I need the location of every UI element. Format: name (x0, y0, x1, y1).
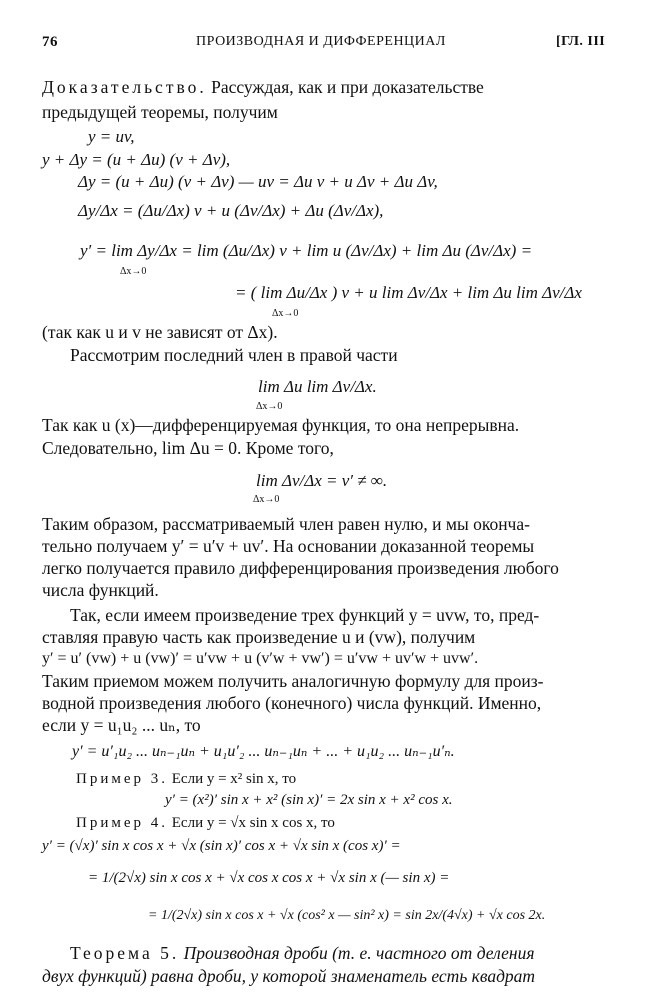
equation-9: y′ = u′₁u₂ ... uₙ₋₁uₙ + u₁u′₂ ... uₙ₋₁uₙ + ... + u₁u₂ ... uₙ₋₁u′ₙ. (72, 743, 455, 760)
equation-3: Δy = (u + Δu) (v + Δv) — uv = Δu v + u Δv + Δu Δv, (78, 172, 438, 191)
equation-8: lim Δv/Δx = v′ ≠ ∞. (256, 471, 388, 490)
equation-5-lim-subscript: Δx→0 (120, 266, 147, 277)
theorem-text-2: двух функций) равна дроби, у которой знаменатель есть квадрат (42, 966, 536, 986)
theorem-line-2 (42, 965, 535, 987)
paragraph-2-line-5: водной произведения любого (конечного) числа функций. Именно, (42, 693, 542, 713)
example-3-line (76, 768, 296, 790)
proof-intro-line1 (42, 76, 484, 98)
example-4-equation-2: = 1/(2√x) sin x cos x + √x cos x cos x + √x sin x (— sin x) = (88, 870, 450, 886)
paragraph-2-line-3: y′ = u′ (vw) + u (vw)′ = u′vw + u (v′w + vw′) = u′vw + uv′w + uvw′. (42, 650, 479, 667)
proof-intro-rest: Рассуждая, как и при доказательстве (211, 77, 484, 97)
paragraph-2-line-1: Так, если имеем произведение трех функций y = uvw, то, пред- (70, 605, 540, 625)
theorem-text-1: Производная дроби (т. е. частного от деления (183, 943, 535, 963)
example-3-equation: y′ = (x²)′ sin x + x² (sin x)′ = 2x sin x + x² cos x. (165, 792, 453, 808)
paragraph-1-line-3: легко получается правило дифференцирования произведения любого (42, 558, 559, 578)
proof-word: Доказательство. (42, 77, 207, 97)
equation-7: lim Δu lim Δv/Δx. (258, 377, 377, 396)
example-4-line (76, 812, 335, 834)
equation-6: = ( lim Δu/Δx ) v + u lim Δv/Δx + lim Δu lim Δv/Δx (235, 283, 582, 302)
page-number: 76 (42, 34, 58, 50)
text-consider-last: Рассмотрим последний член в правой части (70, 345, 398, 365)
chapter-label: [ГЛ. III (556, 34, 606, 49)
theorem-label: Теорема 5. (70, 943, 180, 963)
paragraph-2-line-4: Таким приемом можем получить аналогичную формулу для произ- (42, 671, 544, 691)
equation-4: Δy/Δx = (Δu/Δx) v + u (Δv/Δx) + Δu (Δv/Δx), (78, 201, 384, 220)
example-4-text: Если y = √x sin x cos x, то (171, 815, 335, 831)
proof-intro-line2: предыдущей теоремы, получим (42, 102, 278, 122)
text-differentiable: Так как u (x)—дифференцируемая функция, то она непрерывна. (42, 415, 520, 435)
paragraph-1-line-4: числа функций. (42, 580, 159, 600)
example-4-label: Пример 4. (76, 815, 169, 831)
text-not-depend: (так как u и v не зависят от Δx). (42, 322, 278, 342)
equation-6-lim-subscript: Δx→0 (272, 308, 299, 319)
paragraph-2-line-2: ставляя правую часть как произведение u и (vw), получим (42, 627, 476, 647)
example-3-label: Пример 3. (76, 771, 169, 787)
text-consequently: Следовательно, lim Δu = 0. Кроме того, (42, 438, 334, 458)
example-4-equation-3: = 1/(2√x) sin x cos x + √x (cos² x — sin² x) = sin 2x/(4√x) + √x cos 2x. (148, 908, 546, 923)
equation-2: y + Δy = (u + Δu) (v + Δv), (42, 150, 231, 169)
paragraph-1-line-2: тельно получаем y′ = u′v + uv′. На основании доказанной теоремы (42, 536, 535, 556)
equation-5: y′ = lim Δy/Δx = lim (Δu/Δx) v + lim u (Δv/Δx) + lim Δu (Δv/Δx) = (80, 241, 533, 260)
equation-7-lim-subscript: Δx→0 (256, 401, 283, 412)
example-3-text: Если y = x² sin x, то (171, 771, 297, 787)
paragraph-1-line-1: Таким образом, рассматриваемый член равен нулю, и мы оконча- (42, 514, 530, 534)
equation-8-lim-subscript: Δx→0 (253, 494, 280, 505)
equation-1: y = uv, (88, 127, 135, 146)
theorem-line-1 (70, 942, 535, 964)
example-4-equation-1: y′ = (√x)′ sin x cos x + √x (sin x)′ cos x + √x sin x (cos x)′ = (42, 838, 401, 854)
running-title: ПРОИЗВОДНАЯ И ДИФФЕРЕНЦИАЛ (196, 34, 446, 49)
paragraph-2-line-6: если y = u₁u₂ ... uₙ, то (42, 715, 201, 735)
